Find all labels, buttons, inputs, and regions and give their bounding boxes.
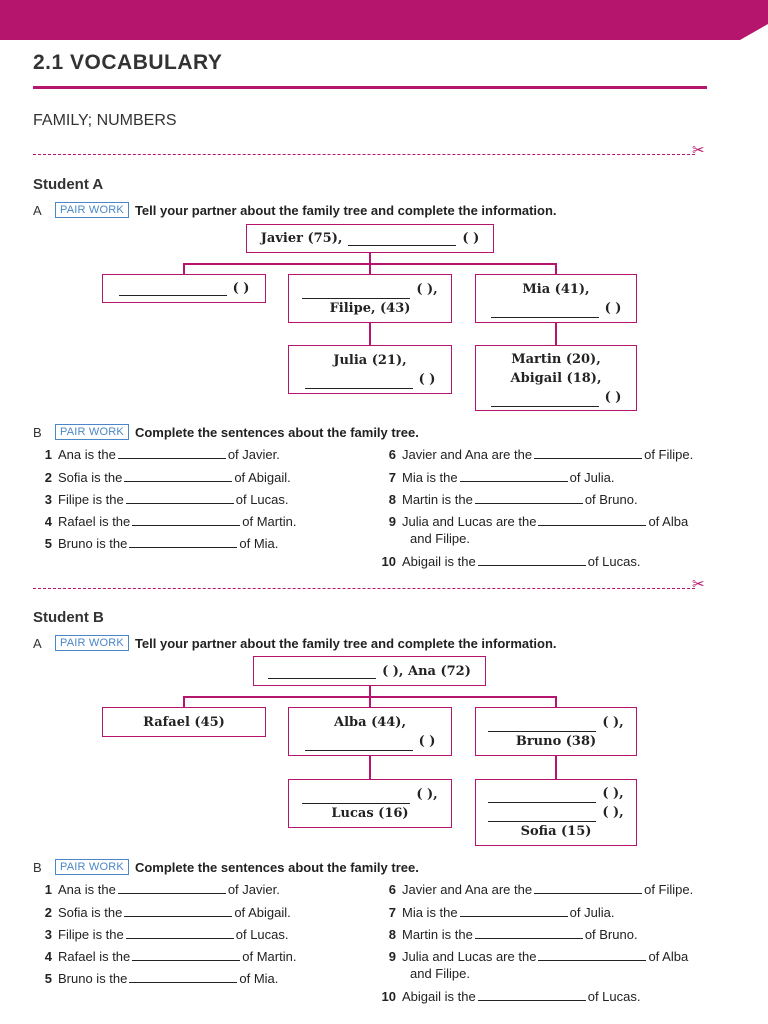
banner-notch <box>740 24 768 40</box>
student-b-label: Student B <box>33 609 104 626</box>
sentence-item: 10 Abigail is the of Lucas. <box>381 989 641 1004</box>
sentence-item: 9 Julia and Lucas are the of Alba <box>388 514 689 529</box>
tree-box-grandchild-1 <box>288 345 452 394</box>
task-letter: A <box>33 202 42 218</box>
student-a-task-b <box>33 424 419 440</box>
answer-blank[interactable] <box>538 513 646 526</box>
person-name: Julia (21), <box>333 352 407 368</box>
answer-blank[interactable] <box>460 469 568 482</box>
answer-blank[interactable] <box>126 926 234 939</box>
student-b-task-a <box>33 635 557 651</box>
age-paren: ( ), <box>602 805 624 820</box>
tree-box-grandchild-2 <box>475 345 637 411</box>
person-name: Alba (44), <box>334 714 406 730</box>
pair-work-badge: PAIR WORK <box>55 424 129 440</box>
person-name: Bruno (38) <box>515 733 597 749</box>
age-paren: ( ) <box>418 371 436 387</box>
age-paren: ( ) <box>604 300 622 316</box>
sentence-item: 6 Javier and Ana are the of Filipe. <box>388 447 694 462</box>
sentence-item: 4 Rafael is the of Martin. <box>44 514 297 529</box>
answer-blank[interactable] <box>488 788 596 803</box>
age-paren: ( ) <box>418 733 436 749</box>
answer-blank[interactable] <box>129 535 237 548</box>
task-instruction: Tell your partner about the family tree and complete the information. <box>134 635 557 651</box>
answer-blank[interactable] <box>124 904 232 917</box>
answer-blank[interactable] <box>305 736 413 751</box>
answer-blank[interactable] <box>475 491 583 504</box>
answer-blank[interactable] <box>488 717 596 732</box>
page-subtitle: FAMILY; NUMBERS <box>33 112 177 129</box>
answer-blank[interactable] <box>488 807 596 822</box>
answer-blank[interactable] <box>538 948 646 961</box>
sentence-item: 8 Martin is the of Bruno. <box>388 492 638 507</box>
answer-blank[interactable] <box>268 664 376 679</box>
answer-blank[interactable] <box>302 789 410 804</box>
age-paren: ( ) <box>462 231 480 246</box>
page-title: 2.1 VOCABULARY <box>33 51 223 74</box>
sentence-item: 6 Javier and Ana are the of Filipe. <box>388 882 694 897</box>
tree-box-child-2 <box>288 274 452 323</box>
answer-blank[interactable] <box>129 970 237 983</box>
person-name: Filipe, (43) <box>329 300 411 316</box>
pair-work-badge: PAIR WORK <box>55 202 129 218</box>
person-name: Rafael (45) <box>143 714 225 730</box>
tree-box-child-1 <box>102 707 266 737</box>
sentence-item: 2 Sofia is the of Abigail. <box>44 905 291 920</box>
answer-blank[interactable] <box>305 374 413 389</box>
answer-blank[interactable] <box>491 392 599 407</box>
scissors-icon: ✂ <box>692 576 705 593</box>
age-paren: ( ), <box>602 786 624 801</box>
tree-connector <box>369 755 371 780</box>
sentence-item: 5 Bruno is the of Mia. <box>44 971 279 986</box>
sentence-item: 3 Filipe is the of Lucas. <box>44 927 289 942</box>
pair-work-badge: PAIR WORK <box>55 635 129 651</box>
tree-box-child-3 <box>475 274 637 323</box>
tree-box-child-3 <box>475 707 637 756</box>
tree-connector <box>369 322 371 346</box>
answer-blank[interactable] <box>348 231 456 246</box>
answer-blank[interactable] <box>534 881 642 894</box>
student-b-task-b <box>33 859 419 875</box>
tree-box-grandchild-1 <box>288 779 452 828</box>
person-name: ( ), Ana (72) <box>382 663 471 679</box>
person-name: Mia (41), <box>522 281 590 297</box>
age-paren: ( ), <box>602 714 624 730</box>
sentence-item: 5 Bruno is the of Mia. <box>44 536 279 551</box>
tree-box-root <box>253 656 486 686</box>
sentence-continuation: and Filipe. <box>410 966 470 981</box>
sentence-item: 8 Martin is the of Bruno. <box>388 927 638 942</box>
scissors-icon: ✂ <box>692 142 705 159</box>
tree-box-child-1 <box>102 274 266 303</box>
title-rule <box>33 86 707 89</box>
person-name: Lucas (16) <box>331 805 409 821</box>
person-name: Martin (20), <box>511 351 601 367</box>
answer-blank[interactable] <box>534 446 642 459</box>
answer-blank[interactable] <box>126 491 234 504</box>
task-instruction: Tell your partner about the family tree and complete the information. <box>134 202 557 218</box>
sentence-item: 7 Mia is the of Julia. <box>388 470 615 485</box>
tree-box-root <box>246 224 494 253</box>
sentence-item: 4 Rafael is the of Martin. <box>44 949 297 964</box>
task-letter: A <box>33 635 42 651</box>
tree-box-child-2 <box>288 707 452 756</box>
pair-work-badge: PAIR WORK <box>55 859 129 875</box>
age-paren: ( ) <box>604 389 622 405</box>
answer-blank[interactable] <box>460 904 568 917</box>
answer-blank[interactable] <box>119 281 227 296</box>
age-paren: ( ) <box>232 281 250 296</box>
tree-connector <box>555 755 557 780</box>
sentence-item: 7 Mia is the of Julia. <box>388 905 615 920</box>
cut-line <box>33 588 695 589</box>
task-instruction: Complete the sentences about the family tree. <box>134 859 419 875</box>
person-name: Javier (75), <box>260 231 343 246</box>
sentence-item: 1 Ana is the of Javier. <box>44 447 280 462</box>
task-letter: B <box>33 424 42 440</box>
tree-connector <box>555 322 557 346</box>
sentence-item: 1 Ana is the of Javier. <box>44 882 280 897</box>
person-name: Abigail (18), <box>510 370 602 386</box>
answer-blank[interactable] <box>124 469 232 482</box>
task-letter: B <box>33 859 42 875</box>
sentence-item: 9 Julia and Lucas are the of Alba <box>388 949 689 964</box>
cut-line <box>33 154 695 155</box>
age-paren: ( ), <box>416 786 438 802</box>
student-a-label: Student A <box>33 176 104 193</box>
answer-blank[interactable] <box>118 446 226 459</box>
answer-blank[interactable] <box>132 948 240 961</box>
task-instruction: Complete the sentences about the family tree. <box>134 424 419 440</box>
answer-blank[interactable] <box>302 284 410 299</box>
sentence-item: 3 Filipe is the of Lucas. <box>44 492 289 507</box>
answer-blank[interactable] <box>132 513 240 526</box>
tree-box-grandchild-2 <box>475 779 637 846</box>
answer-blank[interactable] <box>478 988 586 1001</box>
answer-blank[interactable] <box>478 553 586 566</box>
person-name: Sofia (15) <box>520 824 592 839</box>
answer-blank[interactable] <box>475 926 583 939</box>
sentence-item: 10 Abigail is the of Lucas. <box>381 554 641 569</box>
top-banner <box>0 0 768 40</box>
sentence-item: 2 Sofia is the of Abigail. <box>44 470 291 485</box>
age-paren: ( ), <box>416 281 438 297</box>
student-a-task-a <box>33 202 557 218</box>
answer-blank[interactable] <box>118 881 226 894</box>
sentence-continuation: and Filipe. <box>410 531 470 546</box>
answer-blank[interactable] <box>491 303 599 318</box>
